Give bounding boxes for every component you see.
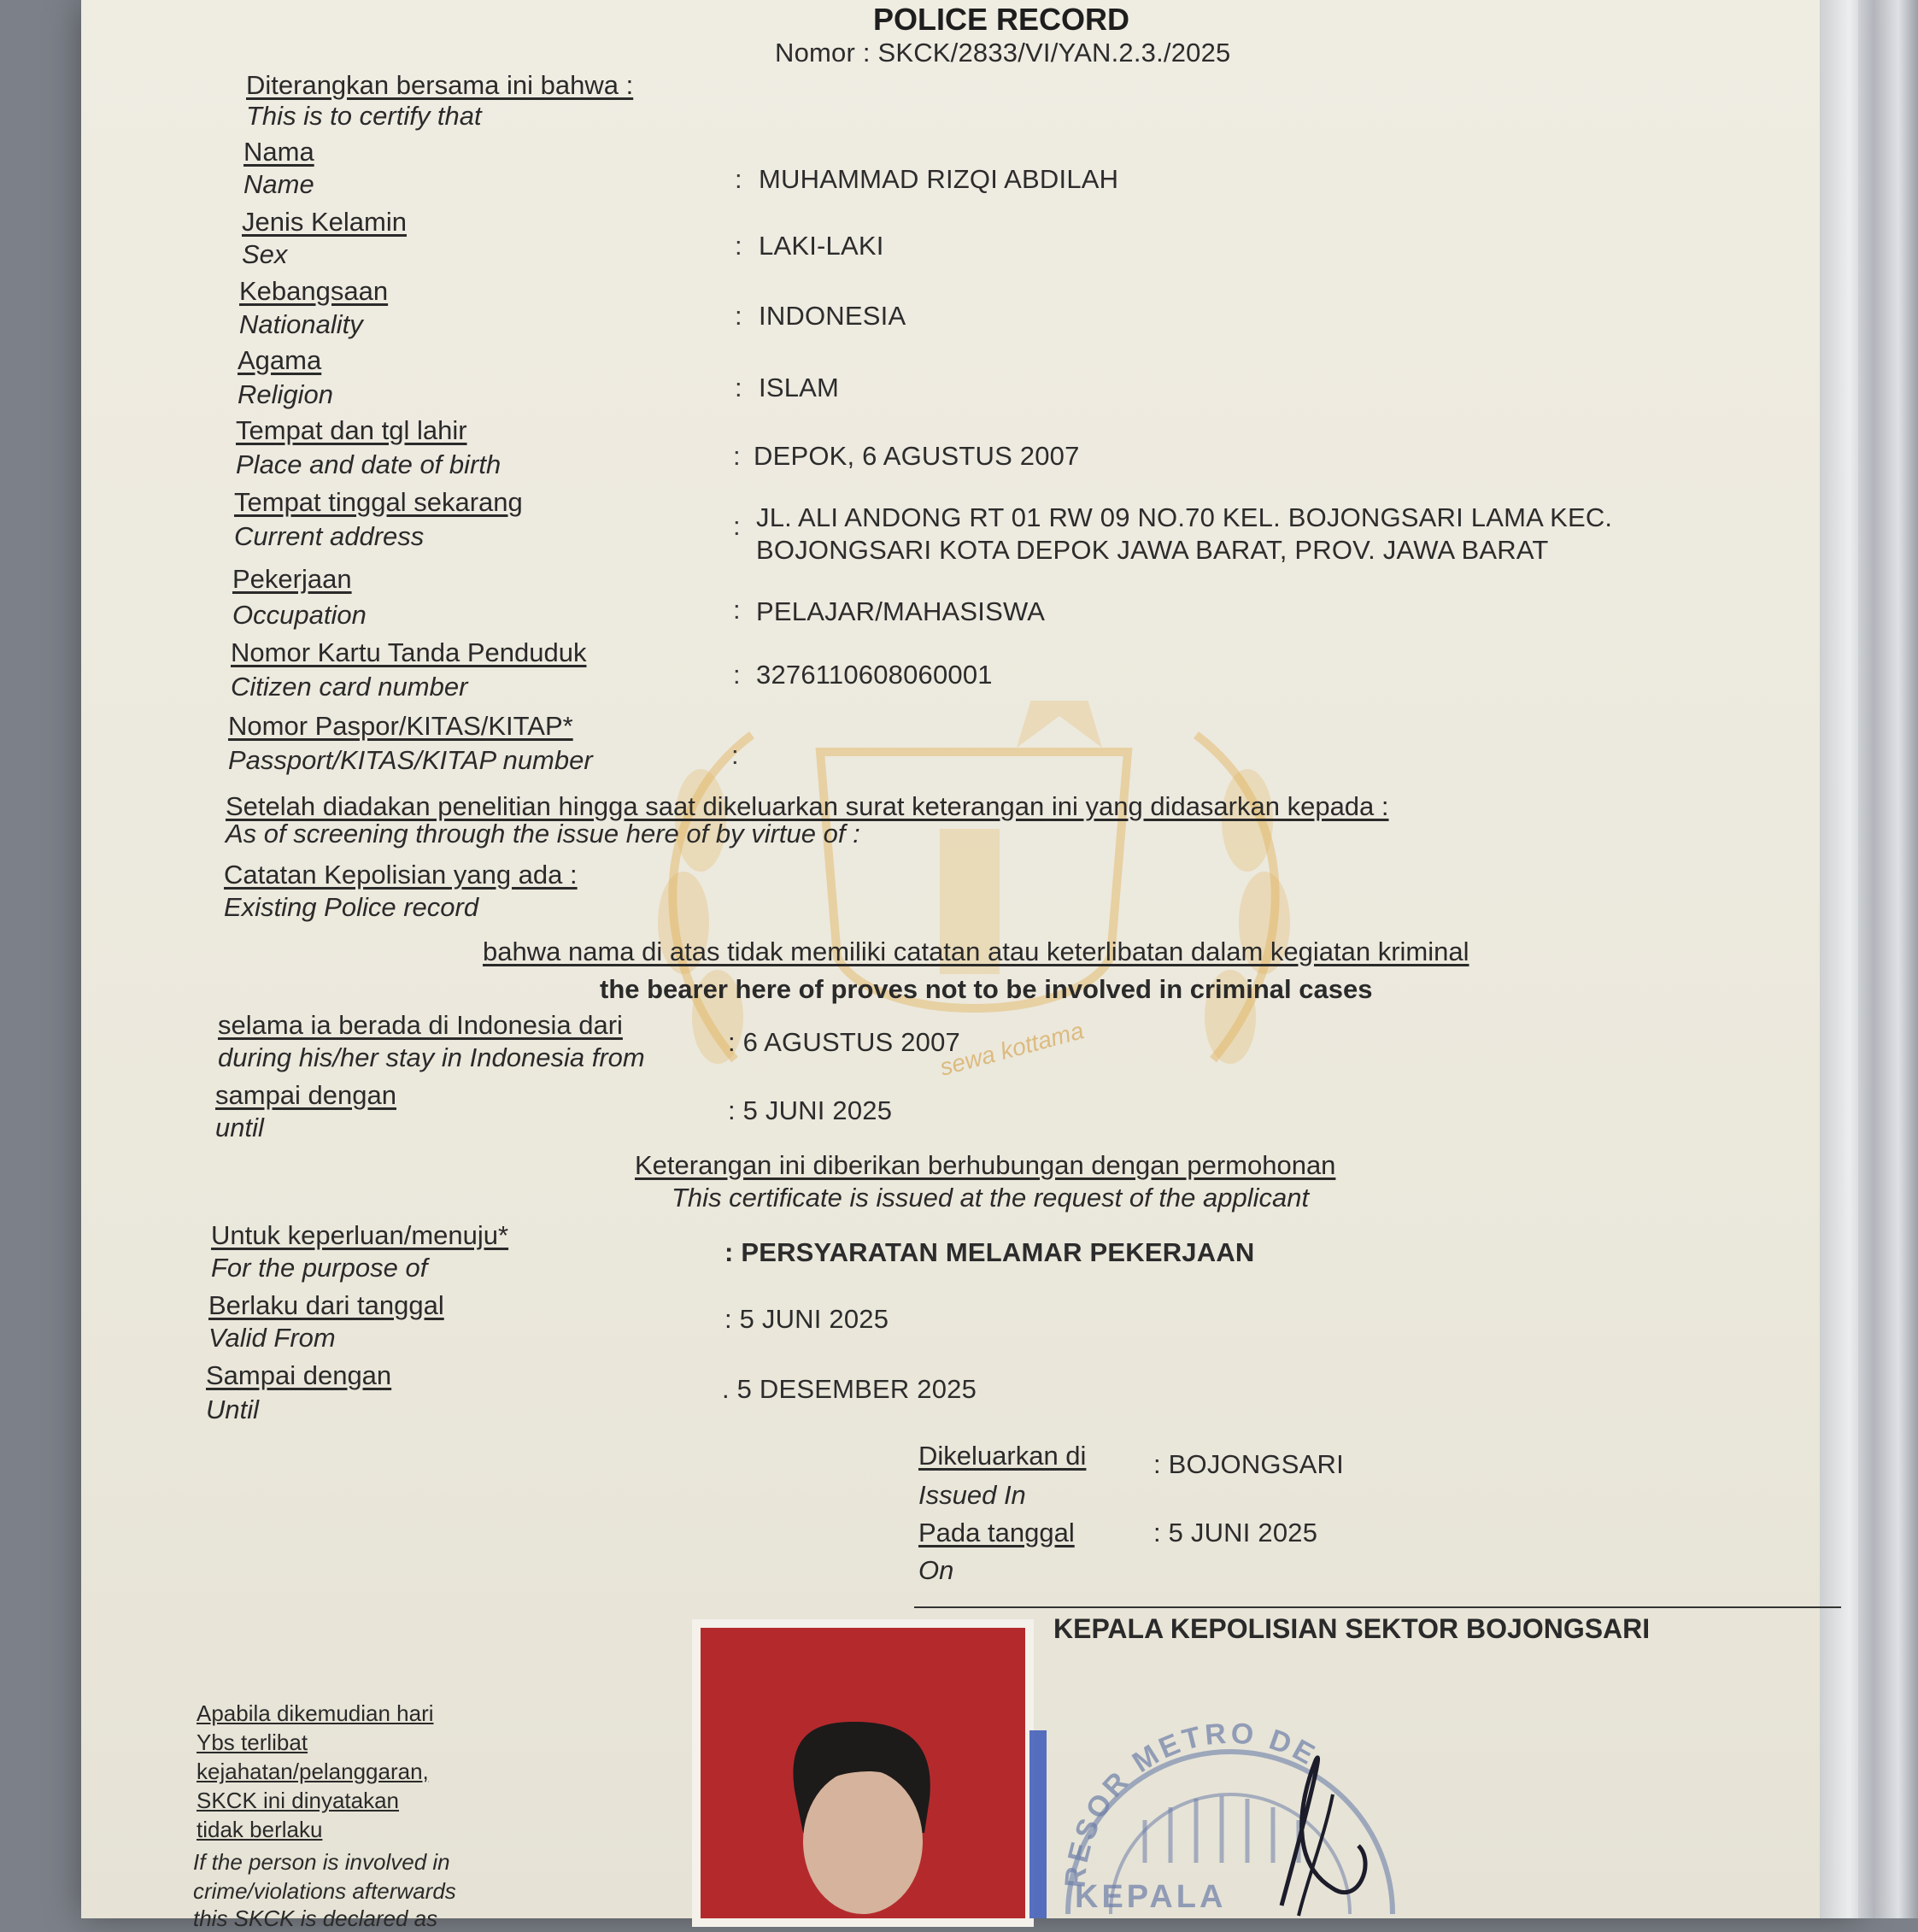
- request-en: This certificate is issued at the request of the applicant: [672, 1183, 1310, 1213]
- applicant-photo: [701, 1628, 1025, 1918]
- field-label-en: Nationality: [239, 309, 363, 339]
- issued-in-value: : BOJONGSARI: [1153, 1449, 1344, 1479]
- field-label-en: Name: [243, 169, 314, 199]
- birth-value: DEPOK, 6 AGUSTUS 2007: [754, 441, 1080, 471]
- person-silhouette: [701, 1628, 1025, 1918]
- stay-from-label-en: during his/her stay in Indonesia from: [218, 1042, 645, 1072]
- document-title: POLICE RECORD: [873, 2, 1130, 37]
- name-value: MUHAMMAD RIZQI ABDILAH: [759, 164, 1119, 194]
- stay-from-label-id: selama ia berada di Indonesia dari: [218, 1010, 623, 1040]
- address-value-line2: BOJONGSARI KOTA DEPOK JAWA BARAT, PROV. JAWA BARAT: [756, 535, 1549, 565]
- stay-until-label-id: sampai dengan: [215, 1080, 396, 1110]
- field-label-id: Tempat dan tgl lahir: [236, 415, 467, 445]
- field-label-en: Religion: [238, 379, 334, 409]
- request-id: Keterangan ini diberikan berhubungan dengan permohonan: [635, 1150, 1336, 1180]
- field-colon: :: [735, 231, 742, 261]
- document-number: Nomor : SKCK/2833/VI/YAN.2.3./2025: [775, 38, 1231, 68]
- field-colon: :: [735, 373, 742, 402]
- field-label-id: Jenis Kelamin: [242, 207, 407, 237]
- sex-value: LAKI-LAKI: [759, 231, 884, 261]
- note-line-id: tidak berlaku: [196, 1817, 323, 1842]
- stamp-center-text: KEPALA: [1075, 1879, 1227, 1915]
- valid-until-value: . 5 DESEMBER 2025: [722, 1374, 977, 1404]
- field-label-id: Agama: [238, 345, 322, 375]
- svg-text:RESOR METRO DE: RESOR METRO DE: [1059, 1717, 1323, 1889]
- field-label-id: Nama: [243, 137, 314, 167]
- field-label-en: Current address: [234, 521, 425, 551]
- intro-label-en: This is to certify that: [246, 101, 482, 131]
- police-record-label-en: Existing Police record: [224, 892, 479, 922]
- field-label-id: Tempat tinggal sekarang: [234, 487, 523, 517]
- field-colon: :: [733, 595, 741, 625]
- note-line-en: If the person is involved in: [193, 1849, 450, 1875]
- note-line-id: Apabila dikemudian hari: [196, 1700, 434, 1726]
- field-colon: :: [733, 660, 741, 690]
- field-label-id: Kebangsaan: [239, 276, 389, 306]
- field-label-en: Sex: [242, 239, 288, 269]
- nationality-value: INDONESIA: [759, 301, 906, 331]
- occupation-value: PELAJAR/MAHASISWA: [756, 596, 1046, 626]
- note-line-en: crime/violations afterwards: [193, 1878, 456, 1904]
- valid-until-label-en: Until: [206, 1395, 260, 1424]
- statement-id: bahwa nama di atas tidak memiliki catatan atau keterlibatan dalam kegiatan kriminal: [483, 937, 1469, 966]
- signatory-title: KEPALA KEPOLISIAN SEKTOR BOJONGSARI: [1053, 1613, 1651, 1644]
- emblem-motto: sewa kottama: [936, 1017, 1087, 1081]
- police-record-label-id: Catatan Kepolisian yang ada :: [224, 860, 578, 890]
- purpose-label-en: For the purpose of: [211, 1253, 428, 1283]
- field-colon: :: [733, 511, 741, 541]
- stay-until-label-en: until: [215, 1113, 264, 1142]
- field-label-id: Nomor Kartu Tanda Penduduk: [231, 637, 587, 667]
- issued-in-label-id: Dikeluarkan di: [918, 1441, 1087, 1471]
- screening-label-id: Setelah diadakan penelitian hingga saat dikeluarkan surat keterangan ini yang didasarkan kepada :: [226, 791, 1389, 821]
- valid-from-label-id: Berlaku dari tanggal: [208, 1290, 444, 1320]
- note-line-id: SKCK ini dinyatakan: [196, 1788, 400, 1813]
- note-line-id: Ybs terlibat: [196, 1729, 308, 1755]
- official-stamp: [1051, 1692, 1410, 1918]
- screening-label-en: As of screening through the issue here of by virtue of :: [226, 819, 860, 849]
- signature-rule: [914, 1606, 1841, 1608]
- address-value-line1: JL. ALI ANDONG RT 01 RW 09 NO.70 KEL. BOJONGSARI LAMA KEC.: [756, 502, 1613, 532]
- valid-from-value: : 5 JUNI 2025: [724, 1304, 889, 1334]
- plastic-sleeve-edge: [1820, 0, 1918, 1918]
- issued-on-label-id: Pada tanggal: [918, 1518, 1075, 1547]
- field-colon: :: [731, 740, 739, 770]
- field-label-en: Place and date of birth: [236, 449, 501, 479]
- note-line-en: this SKCK is declared as: [193, 1906, 438, 1931]
- blue-stamp-mark: [1029, 1730, 1047, 1918]
- purpose-label-id: Untuk keperluan/menuju*: [211, 1220, 509, 1250]
- issued-in-label-en: Issued In: [918, 1480, 1026, 1510]
- field-label-en: Citizen card number: [231, 672, 468, 702]
- field-colon: :: [733, 441, 741, 471]
- stay-until-value: : 5 JUNI 2025: [728, 1095, 893, 1125]
- intro-label-id: Diterangkan bersama ini bahwa :: [246, 70, 634, 100]
- field-label-id: Pekerjaan: [232, 564, 352, 594]
- valid-until-label-id: Sampai dengan: [206, 1360, 392, 1390]
- stay-from-value: : 6 AGUSTUS 2007: [728, 1027, 960, 1057]
- religion-value: ISLAM: [759, 373, 840, 402]
- issued-on-value: : 5 JUNI 2025: [1153, 1518, 1318, 1547]
- field-colon: :: [735, 164, 742, 194]
- field-label-id: Nomor Paspor/KITAS/KITAP*: [228, 711, 573, 741]
- note-line-id: kejahatan/pelanggaran,: [196, 1759, 429, 1784]
- issued-on-label-en: On: [918, 1555, 954, 1585]
- valid-from-label-en: Valid From: [208, 1323, 336, 1353]
- field-label-en: Occupation: [232, 600, 367, 630]
- statement-en: the bearer here of proves not to be involved in criminal cases: [600, 974, 1373, 1004]
- field-colon: :: [735, 301, 742, 331]
- field-label-en: Passport/KITAS/KITAP number: [228, 745, 593, 775]
- citizen-card-value: 3276110608060001: [756, 660, 993, 690]
- purpose-value: : PERSYARATAN MELAMAR PEKERJAAN: [724, 1237, 1255, 1267]
